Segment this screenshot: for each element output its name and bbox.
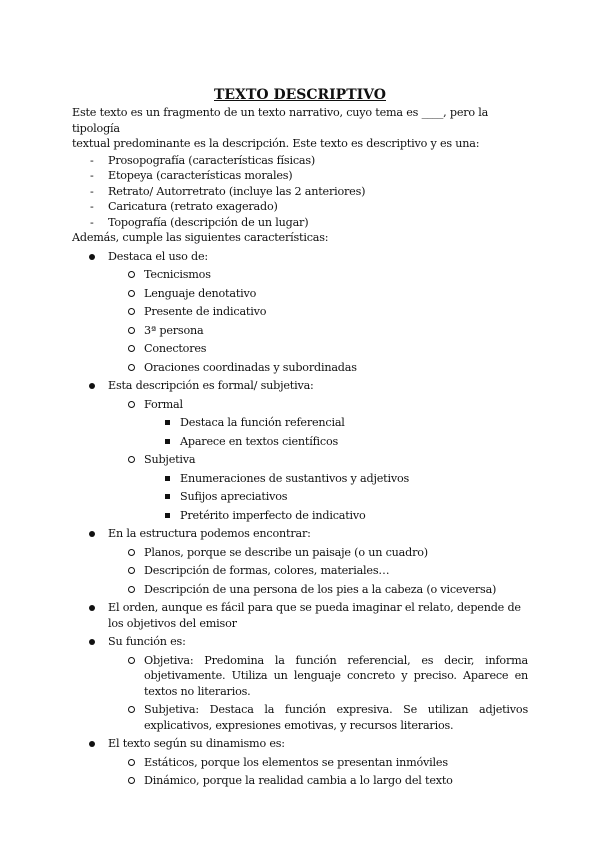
square-bullet-icon (165, 513, 170, 518)
list-item (108, 360, 528, 376)
list-item (108, 563, 528, 579)
subjetiva-label: Subjetiva (144, 453, 196, 466)
feature-estructura-label: En la estructura podemos encontrar: (108, 527, 311, 540)
circle-bullet-icon (128, 759, 135, 766)
description-types-list (72, 153, 528, 231)
circle-bullet-icon (128, 327, 135, 334)
list-item: - Caricatura (retrato exagerado) (72, 199, 528, 215)
circle-bullet-icon (128, 586, 135, 593)
list-item-text: Presente de indicativo (144, 305, 267, 318)
list-item (72, 600, 528, 631)
list-item (108, 341, 528, 357)
list-item (72, 634, 528, 733)
formal-items (144, 415, 528, 449)
list-item (108, 653, 528, 700)
list-item (108, 545, 528, 561)
square-bullet-icon (165, 494, 170, 499)
list-item (108, 267, 528, 283)
circle-bullet-icon (128, 401, 135, 408)
list-item-text: Dinámico, porque la realidad cambia a lo largo del texto (144, 774, 453, 787)
formal-sublist (108, 397, 528, 524)
list-item: - Prosopografía (características físicas) (72, 153, 528, 169)
list-item (108, 582, 528, 598)
bullet-icon (89, 383, 95, 389)
circle-bullet-icon (128, 777, 135, 784)
bullet-icon (89, 254, 95, 260)
circle-bullet-icon (128, 549, 135, 556)
circle-bullet-icon (128, 308, 135, 315)
list-item (144, 434, 528, 450)
list-item (72, 378, 528, 523)
list-item (108, 702, 528, 733)
dinamismo-sublist (108, 755, 528, 789)
funcion-sublist (108, 653, 528, 734)
square-bullet-icon (165, 420, 170, 425)
list-item (144, 415, 528, 431)
circle-bullet-icon (128, 364, 135, 371)
list-item-text: Enumeraciones de sustantivos y adjetivos (180, 471, 410, 485)
bullet-icon (89, 605, 95, 611)
list-item-text: Pretérito imperfecto de indicativo (180, 508, 366, 522)
list-item: - Retrato/ Autorretrato (incluye las 2 anteriores) (72, 184, 528, 200)
bullet-icon (89, 741, 95, 747)
circle-bullet-icon (128, 567, 135, 574)
features-list (72, 249, 528, 789)
list-item (108, 773, 528, 789)
intro-line-1: Este texto es un fragmento de un texto narrativo, cuyo tema es ____, pero la tipología (72, 106, 489, 135)
list-item (108, 452, 528, 523)
intro-line-2: textual predominante es la descripción. Este texto es descriptivo y es una: (72, 137, 480, 150)
list-item (108, 286, 528, 302)
circle-bullet-icon (128, 657, 135, 664)
list-item (108, 304, 528, 320)
list-item-text: Aparece en textos científicos (180, 434, 339, 448)
list-item-text: Subjetiva: Destaca la función expresiva. Se utilizan adjetivos explicativos, expresiones emotivas, y recursos literarios. (144, 703, 528, 732)
document-title: TEXTO DESCRIPTIVO (214, 87, 386, 103)
list-item-text: Planos, porque se describe un paisaje (o un cuadro) (144, 545, 428, 559)
feature-dinamismo-label: El texto según su dinamismo es: (108, 737, 285, 750)
circle-bullet-icon (128, 706, 135, 713)
feature-formal-label: Esta descripción es formal/ subjetiva: (108, 379, 314, 392)
formal-label: Formal (144, 397, 183, 411)
list-item-text: Objetiva: Predomina la función referencial, es decir, informa objetivamente. Utiliza un lenguaje concreto y preciso. Aparece en textos no literarios. (144, 653, 528, 698)
feature-orden-label: El orden, aunque es fácil para que se pueda imaginar el relato, depende de los objetivos del emisor (108, 601, 521, 630)
bullet-icon (89, 531, 95, 537)
uso-sublist (108, 267, 528, 375)
list-item-text: Descripción de formas, colores, materiales… (144, 564, 390, 577)
features-intro: Además, cumple las siguientes características: (72, 231, 329, 244)
circle-bullet-icon (128, 290, 135, 297)
document-body (72, 86, 528, 789)
list-item (108, 397, 528, 450)
feature-uso-label: Destaca el uso de: (108, 249, 208, 263)
list-item (108, 323, 528, 339)
list-item-text: Estáticos, porque los elementos se presentan inmóviles (144, 755, 448, 769)
list-item-text: Oraciones coordinadas y subordinadas (144, 360, 357, 374)
feature-funcion-label: Su función es: (108, 635, 186, 648)
list-item (72, 526, 528, 597)
list-item-text: Tecnicismos (144, 268, 211, 281)
list-item (108, 755, 528, 771)
subjetiva-items (144, 471, 528, 524)
circle-bullet-icon (128, 271, 135, 278)
list-item-text: Destaca la función referencial (180, 416, 345, 429)
estructura-sublist (108, 545, 528, 598)
square-bullet-icon (165, 476, 170, 481)
list-item (144, 508, 528, 524)
circle-bullet-icon (128, 345, 135, 352)
list-item: - Etopeya (características morales) (72, 168, 528, 184)
list-item-text: Descripción de una persona de los pies a la cabeza (o viceversa) (144, 582, 497, 596)
list-item (72, 249, 528, 376)
square-bullet-icon (165, 439, 170, 444)
list-item-text: 3ª persona (144, 323, 204, 337)
bullet-icon (89, 639, 95, 645)
list-item-text: Lenguaje denotativo (144, 286, 257, 300)
circle-bullet-icon (128, 456, 135, 463)
list-item (144, 471, 528, 487)
list-item-text: Conectores (144, 342, 207, 355)
list-item (144, 489, 528, 505)
list-item: - Topografía (descripción de un lugar) (72, 215, 528, 231)
list-item-text: Sufijos apreciativos (180, 490, 288, 503)
list-item (72, 736, 528, 789)
